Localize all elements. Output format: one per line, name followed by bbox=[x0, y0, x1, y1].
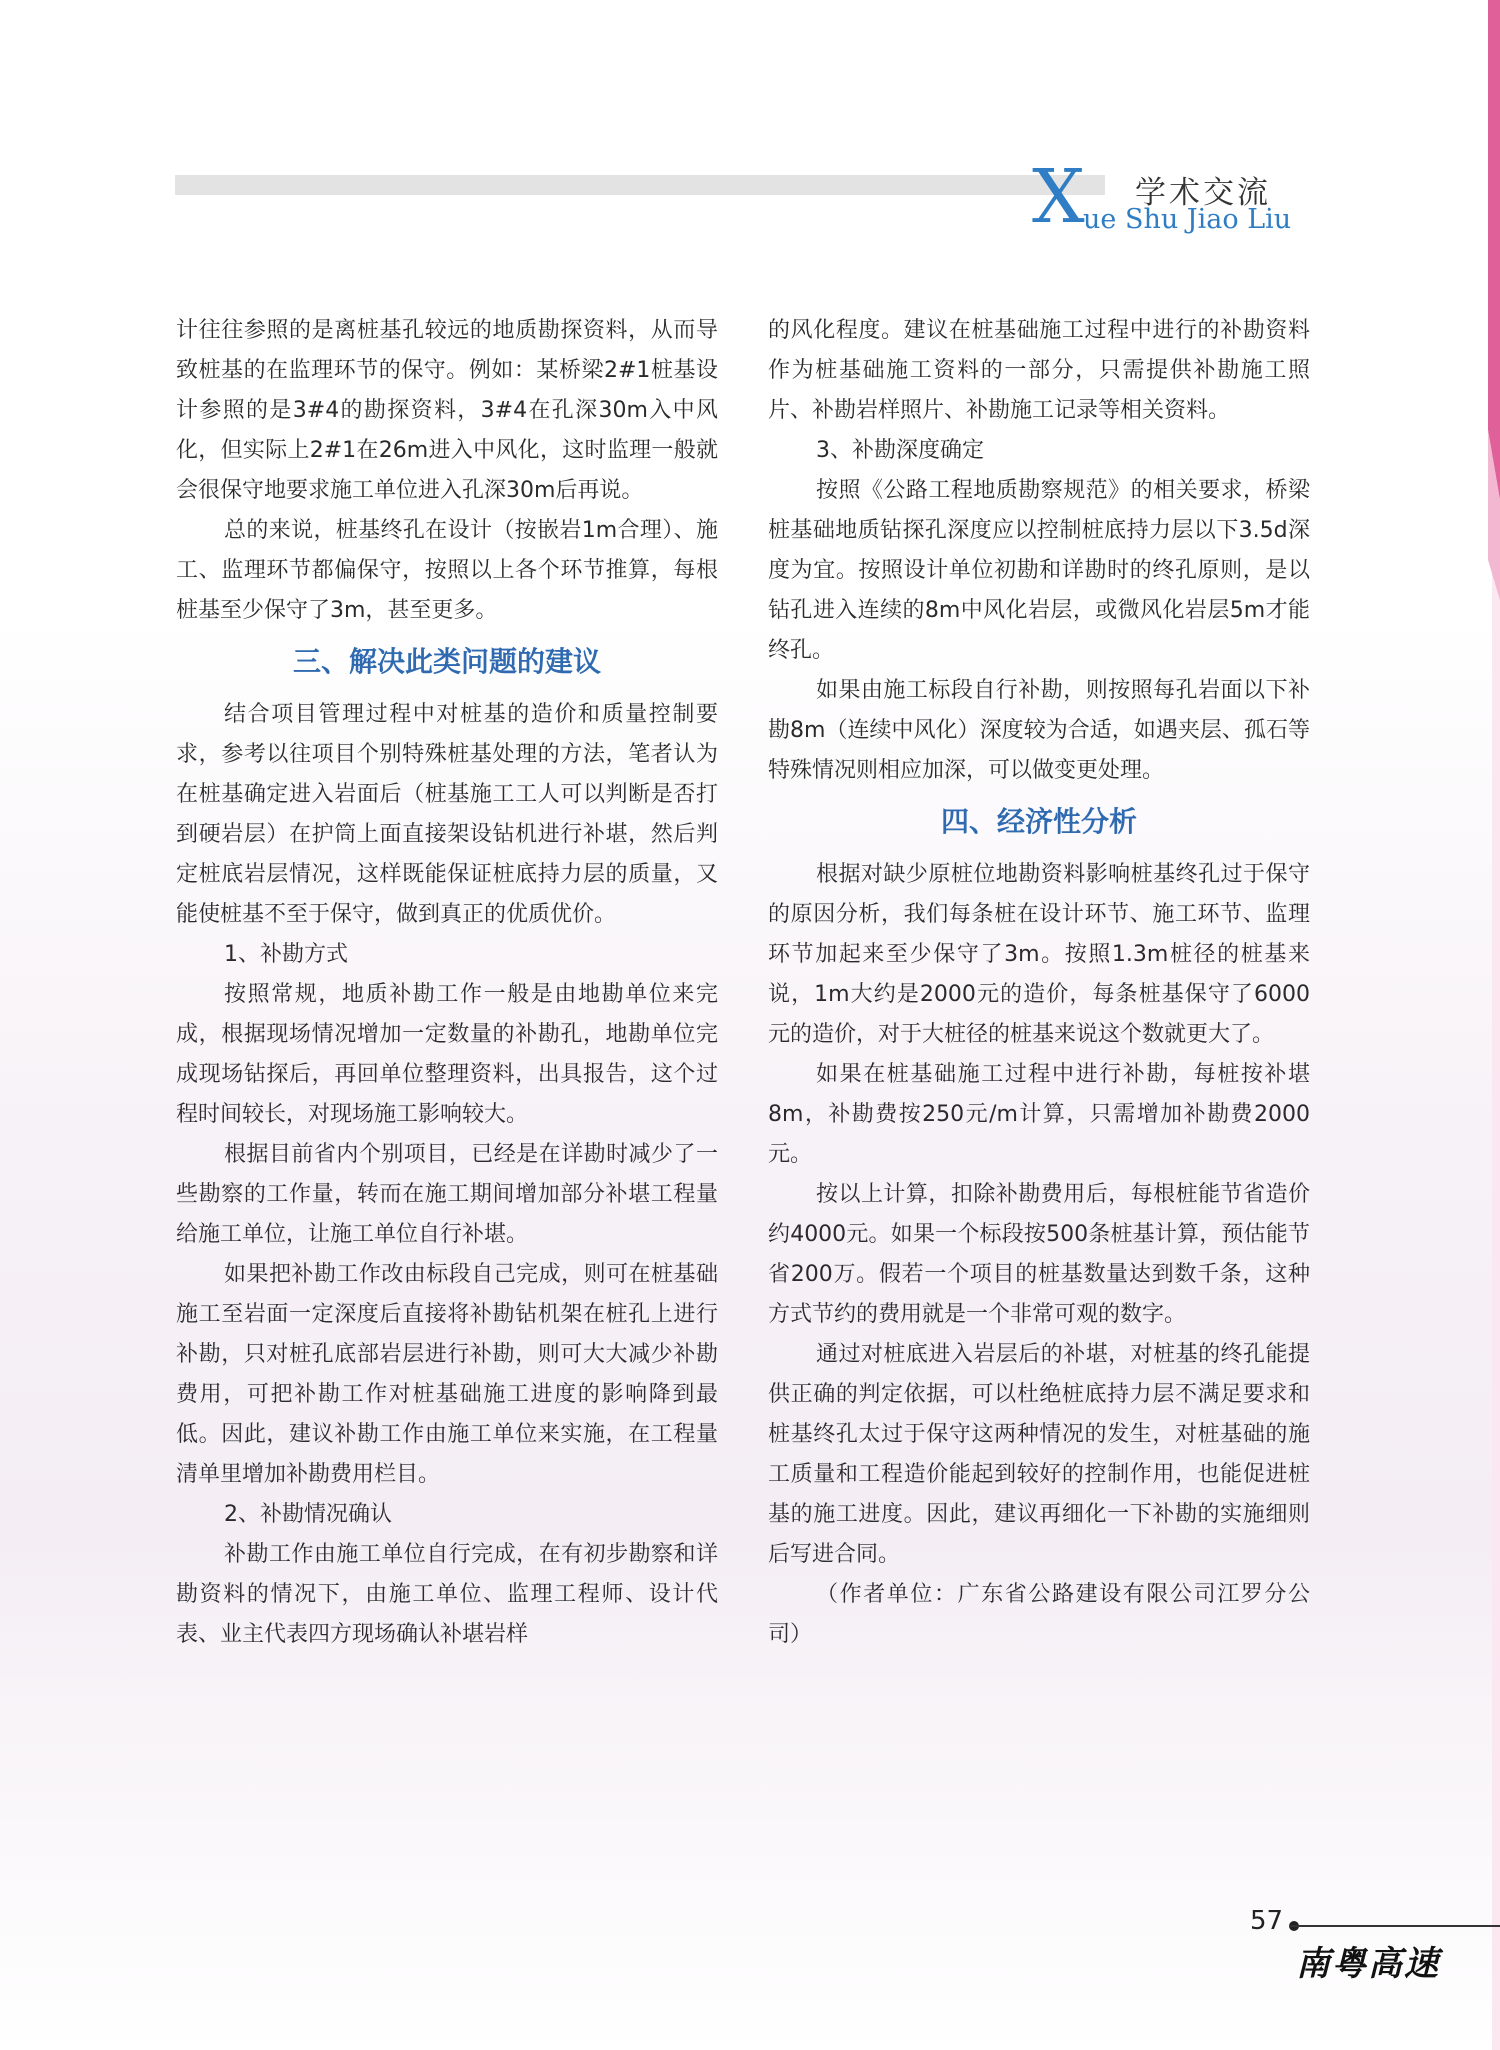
paragraph: 如果把补勘工作改由标段自己完成，则可在桩基础施工至岩面一定深度后直接将补勘钻机架在桩孔上进行补勘，只对桩孔底部岩层进行补勘，则可大大减少补勘费用，可把补勘工作对桩基础施工进度的影响降到最低。因此，建议补勘工作由施工单位来实施，在工程量清单里增加补勘费用栏目。 bbox=[176, 1262, 718, 1487]
section-heading: 四、经济性分析 bbox=[940, 805, 1137, 838]
section-title-cn: 学术交流 bbox=[1135, 175, 1271, 211]
footer-rule bbox=[1290, 1925, 1500, 1927]
magazine-brand-logo: 南粤高速 bbox=[1296, 1944, 1440, 1984]
pink-edge-decoration bbox=[1440, 0, 1500, 2050]
paragraph: 总的来说，桩基终孔在设计（按嵌岩1m合理）、施工、监理环节都偏保守，按照以上各个环节推算，每根桩基至少保守了3m，甚至更多。 bbox=[176, 518, 718, 623]
author-affiliation: （作者单位：广东省公路建设有限公司江罗分公司） bbox=[768, 1582, 1310, 1647]
paragraph: 按照《公路工程地质勘察规范》的相关要求，桥梁桩基础地质钻探孔深度应以控制桩底持力层以下3.5d深度为宜。按照设计单位初勘和详勘时的终孔原则，是以钻孔进入连续的8m中风化岩层，或微风化岩层5m才能终孔。 bbox=[768, 478, 1310, 663]
section-logo-letter: X bbox=[1032, 154, 1085, 240]
paragraph: 根据目前省内个别项目，已经是在详勘时减少了一些勘察的工作量，转而在施工期间增加部分补堪工程量给施工单位，让施工单位自行补堪。 bbox=[176, 1142, 718, 1247]
section-heading: 三、解决此类问题的建议 bbox=[292, 645, 601, 678]
paragraph: 如果在桩基础施工过程中进行补勘，每桩按补堪8m，补勘费按250元/m计算，只需增加补勘费2000元。 bbox=[768, 1062, 1310, 1167]
paragraph: 如果由施工标段自行补勘，则按照每孔岩面以下补勘8m（连续中风化）深度较为合适，如遇夹层、孤石等特殊情况则相应加深，可以做变更处理。 bbox=[768, 678, 1310, 783]
paragraph: 通过对桩底进入岩层后的补堪，对桩基的终孔能提供正确的判定依据，可以杜绝桩底持力层不满足要求和桩基终孔太过于保守这两种情况的发生，对桩基础的施工质量和工程造价能起到较好的控制作用，也能促进桩基的施工进度。因此，建议再细化一下补勘的实施细则后写进合同。 bbox=[768, 1342, 1310, 1567]
page-number: 57 bbox=[1250, 1906, 1284, 1936]
subheading: 1、补勘方式 bbox=[224, 942, 348, 967]
paragraph: 根据对缺少原桩位地勘资料影响桩基终孔过于保守的原因分析，我们每条桩在设计环节、施工环节、监理环节加起来至少保守了3m。按照1.3m桩径的桩基来说，1m大约是2000元的造价，每条桩基保守了6000元的造价，对于大桩径的桩基来说这个数就更大了。 bbox=[768, 862, 1310, 1047]
right-column bbox=[768, 311, 1310, 1655]
header-rule bbox=[175, 175, 1105, 195]
left-column bbox=[176, 311, 718, 1655]
subheading: 3、补勘深度确定 bbox=[816, 438, 984, 463]
paragraph: 的风化程度。建议在桩基础施工过程中进行的补勘资料作为桩基础施工资料的一部分，只需提供补勘施工照片、补勘岩样照片、补勘施工记录等相关资料。 bbox=[768, 318, 1310, 423]
paragraph: 按以上计算，扣除补勘费用后，每根桩能节省造价约4000元。如果一个标段按500条桩基计算，预估能节省200万。假若一个项目的桩基数量达到数千条，这种方式节约的费用就是一个非常可观的数字。 bbox=[768, 1182, 1310, 1327]
paragraph: 按照常规，地质补勘工作一般是由地勘单位来完成，根据现场情况增加一定数量的补勘孔，地勘单位完成现场钻探后，再回单位整理资料，出具报告，这个过程时间较长，对现场施工影响较大。 bbox=[176, 982, 718, 1127]
paragraph: 计往往参照的是离桩基孔较远的地质勘探资料，从而导致桩基的在监理环节的保守。例如：某桥梁2#1桩基设计参照的是3#4的勘探资料，3#4在孔深30m入中风化，但实际上2#1在26m进入中风化，这时监理一般就会很保守地要求施工单位进入孔深30m后再说。 bbox=[176, 318, 718, 503]
paragraph: 结合项目管理过程中对桩基的造价和质量控制要求，参考以往项目个别特殊桩基处理的方法，笔者认为在桩基确定进入岩面后（桩基施工工人可以判断是否打到硬岩层）在护筒上面直接架设钻机进行补堪，然后判定桩底岩层情况，这样既能保证桩底持力层的质量，又能使桩基不至于保守，做到真正的优质优价。 bbox=[176, 702, 718, 927]
section-title-en: ue Shu Jiao Liu bbox=[1083, 204, 1292, 235]
subheading: 2、补勘情况确认 bbox=[224, 1502, 392, 1527]
paragraph: 补勘工作由施工单位自行完成，在有初步勘察和详勘资料的情况下，由施工单位、监理工程师、设计代表、业主代表四方现场确认补堪岩样 bbox=[176, 1542, 718, 1647]
